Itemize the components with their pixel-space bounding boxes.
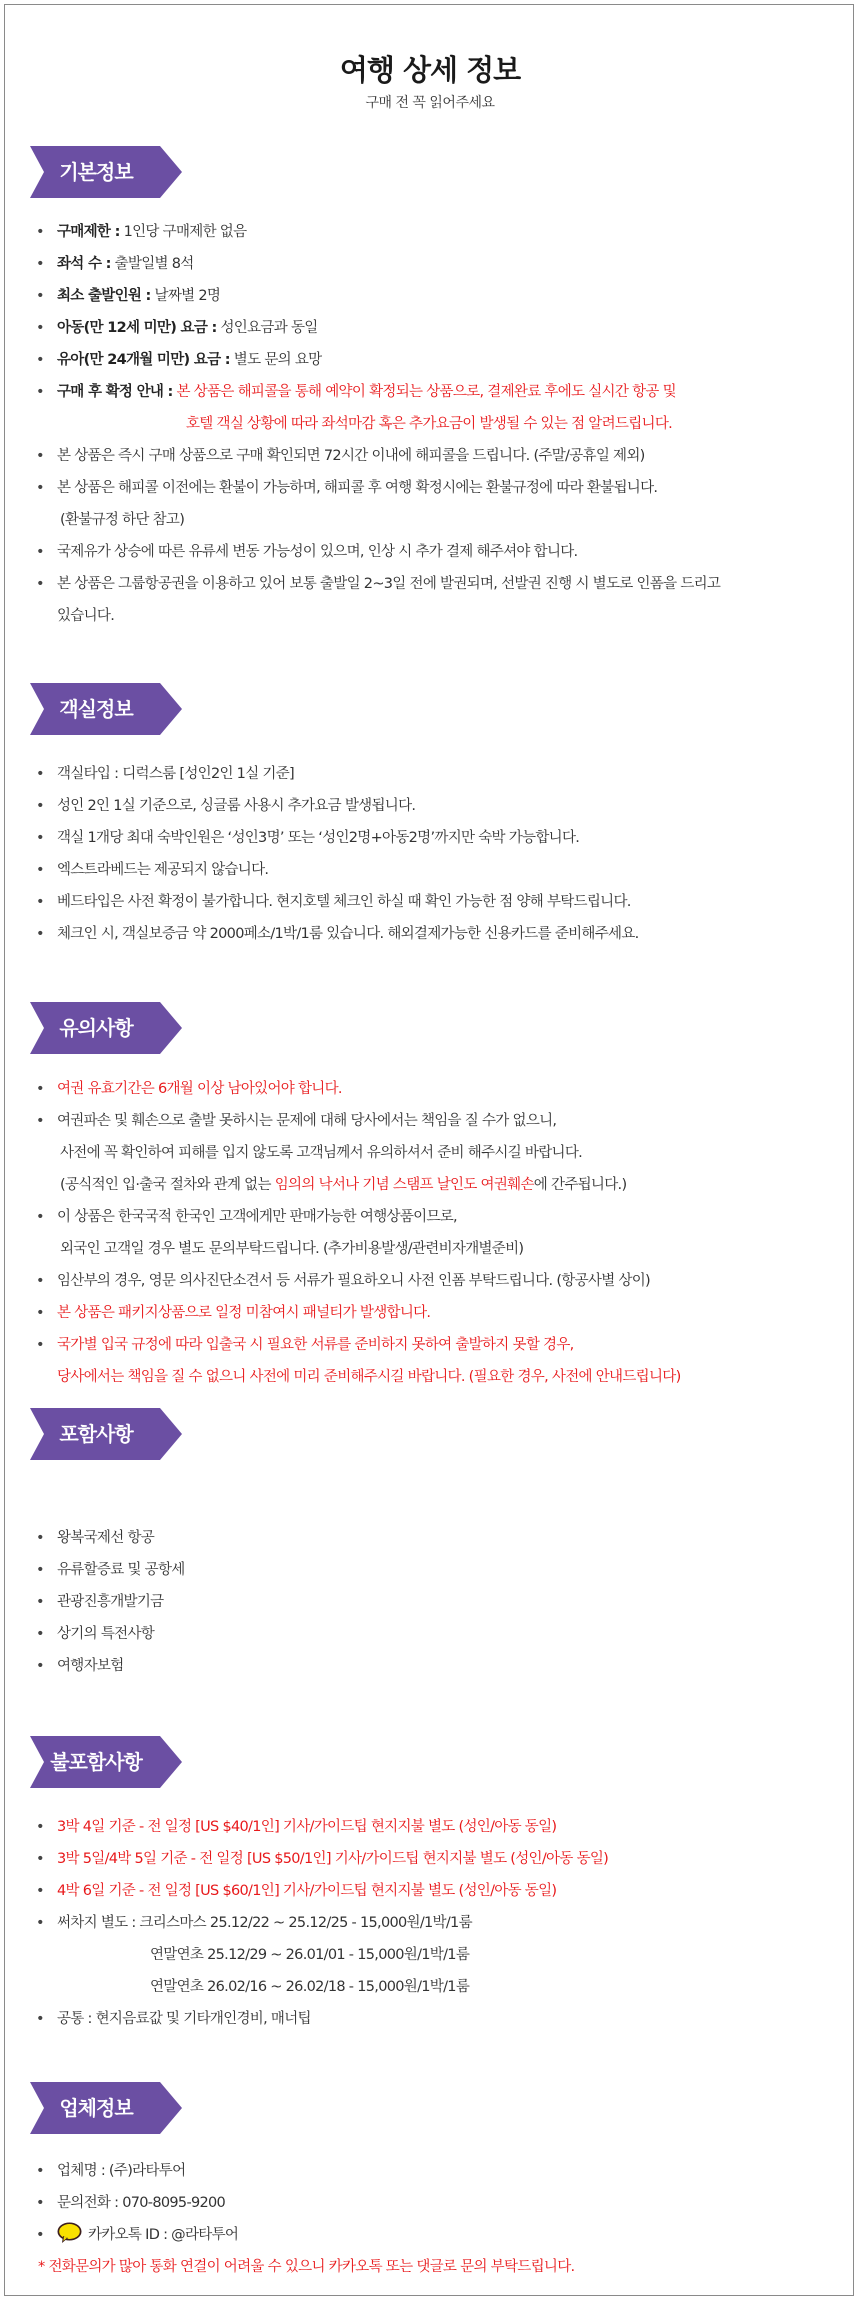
- item-text: (환불규정 하단 참고): [60, 512, 185, 528]
- item-text: 국제유가 상승에 따른 유류세 변동 가능성이 있으며, 인상 시 추가 결제 해주셔야 합니다.: [57, 544, 578, 560]
- item-text: 객실 1개당 최대 숙박인원은 ‘성인3명’ 또는 ‘성인2명+아동2명’까지만 숙박 가능합니다.: [57, 830, 580, 846]
- list-item[interactable]: [0, 2219, 860, 2251]
- item-value: 본 상품은 해피콜을 통해 예약이 확정되는 상품으로, 결제완료 후에도 실시간 항공 및: [172, 384, 676, 400]
- bullet-icon: •: [36, 576, 44, 592]
- contact-note: [0, 2251, 860, 2283]
- list-item: [0, 216, 860, 248]
- bullet-icon: •: [36, 480, 44, 496]
- item-text: 체크인 시, 객실보증금 약 2000페소/1박/1룸 있습니다. 해외결제가능한 신용카드를 준비해주세요.: [57, 926, 639, 942]
- page-header: [0, 52, 860, 112]
- item-text: 연말연초 25.12/29 ~ 26.01/01 - 15,000원/1박/1룸: [150, 1947, 470, 1963]
- list-item-continued: [0, 1169, 860, 1201]
- item-text: 왕복국제선 항공: [57, 1530, 155, 1546]
- list-item: [0, 1554, 860, 1586]
- item-value: 출발일별 8석: [110, 256, 194, 272]
- page-subtitle: 구매 전 꼭 읽어주세요: [365, 95, 495, 111]
- bullet-icon: •: [36, 1883, 44, 1899]
- item-text: 베드타입은 사전 확정이 불가합니다. 현지호텔 체크인 하실 때 확인 가능한 점 양해 부탁드립니다.: [57, 894, 631, 910]
- item-text: 관광진흥개발기금: [57, 1594, 164, 1610]
- bullet-icon: •: [36, 1209, 44, 1225]
- item-text: 있습니다.: [57, 608, 115, 624]
- bullet-icon: •: [36, 1594, 44, 1610]
- bullet-icon: •: [36, 1819, 44, 1835]
- item-text: 4박 6일 기준 - 전 일정 [US $60/1인] 기사/가이드팁 현지지불 별도 (성인/아동 동일): [57, 1883, 557, 1899]
- list-item: [0, 1650, 860, 1682]
- kakao-id[interactable]: 카카오톡 ID : @라타투어: [88, 2227, 239, 2243]
- list-item: [0, 1618, 860, 1650]
- bullet-icon: •: [36, 2195, 44, 2211]
- list-item: [0, 822, 860, 854]
- item-text: 당사에서는 책임을 질 수 없으니 사전에 미리 준비해주시길 바랍니다. (필요한 경우, 사전에 안내드립니다): [57, 1369, 681, 1385]
- list-item: [0, 472, 860, 504]
- item-text: 본 상품은 패키지상품으로 일정 미참여시 패널티가 발생합니다.: [57, 1305, 431, 1321]
- section-title: 객실정보: [59, 697, 133, 721]
- section-title: 기본정보: [59, 160, 133, 184]
- section-tab-excluded: [30, 1736, 183, 1788]
- list-item-continued: [0, 1361, 860, 1393]
- item-text: 성인 2인 1실 기준으로, 싱글룸 사용시 추가요금 발생됩니다.: [57, 798, 416, 814]
- list-item: [0, 1201, 860, 1233]
- item-value: 날짜별 2명: [150, 288, 221, 304]
- item-text: 사전에 꼭 확인하여 피해를 입지 않도록 고객님께서 유의하셔서 준비 해주시길 바랍니다.: [60, 1145, 583, 1161]
- bullet-icon: •: [36, 1273, 44, 1289]
- item-label: 최소 출발인원 :: [57, 288, 151, 304]
- list-item: [0, 1265, 860, 1297]
- bullet-icon: •: [36, 2011, 44, 2027]
- list-item-continued: [0, 1971, 860, 2003]
- bullet-icon: •: [36, 1915, 44, 1931]
- bullet-icon: •: [36, 894, 44, 910]
- list-item: [0, 2003, 860, 2035]
- item-text: (공식적인 입·출국 절차와 관계 없는: [60, 1177, 275, 1193]
- item-text: 상기의 특전사항: [57, 1626, 155, 1642]
- bullet-icon: •: [36, 384, 44, 400]
- item-label: 구매 후 확정 안내 :: [57, 384, 173, 400]
- company-name: 업체명 : (주)라타투어: [57, 2163, 186, 2179]
- list-item: [0, 1586, 860, 1618]
- bullet-icon: •: [36, 1305, 44, 1321]
- list-item: [0, 568, 860, 600]
- bullet-icon: •: [36, 1337, 44, 1353]
- list-item-continued: [0, 1137, 860, 1169]
- bullet-icon: •: [36, 2227, 44, 2243]
- list-item-continued: [0, 504, 860, 536]
- list-item: [0, 1907, 860, 1939]
- item-value: 호텔 객실 상황에 따라 좌석마감 혹은 추가요금이 발생될 수 있는 점 알려드립니다.: [186, 416, 673, 432]
- list-item: [0, 790, 860, 822]
- list-item[interactable]: [0, 2187, 860, 2219]
- item-text: 유류할증료 및 공항세: [57, 1562, 185, 1578]
- list-item-continued: [0, 600, 860, 632]
- bullet-icon: •: [36, 1658, 44, 1674]
- item-text: 외국인 고객일 경우 별도 문의부탁드립니다. (추가비용발생/관련비자개별준비): [60, 1241, 524, 1257]
- bullet-icon: •: [36, 448, 44, 464]
- bullet-icon: •: [36, 1081, 44, 1097]
- list-item: [0, 376, 860, 408]
- list-item-continued: [0, 1939, 860, 1971]
- list-item: [0, 2155, 860, 2187]
- item-text-highlight: 임의의 낙서나 기념 스탬프 날인도 여권훼손: [274, 1177, 534, 1193]
- item-text: 객실타입 : 디럭스룸 [성인2인 1실 기준]: [57, 766, 294, 782]
- bullet-icon: •: [36, 1530, 44, 1546]
- item-text: 써차지 별도 : 크리스마스 25.12/22 ~ 25.12/25 - 15,000원/1박/1룸: [57, 1915, 472, 1931]
- list-item: [0, 1522, 860, 1554]
- bullet-icon: •: [36, 766, 44, 782]
- section-tab-basic-info: [30, 146, 183, 198]
- item-text: 연말연초 26.02/16 ~ 26.02/18 - 15,000원/1박/1룸: [150, 1979, 470, 1995]
- section-title: 불포함사항: [50, 1750, 142, 1774]
- item-label: 유아(만 24개월 미만) 요금 :: [57, 352, 230, 368]
- list-item: [0, 1329, 860, 1361]
- section-tab-included: [30, 1408, 183, 1460]
- bullet-icon: •: [36, 320, 44, 336]
- item-text: 에 간주됩니다.): [533, 1177, 627, 1193]
- item-label: 아동(만 12세 미만) 요금 :: [57, 320, 217, 336]
- item-text: 엑스트라베드는 제공되지 않습니다.: [57, 862, 269, 878]
- bullet-icon: •: [36, 2163, 44, 2179]
- item-value: 별도 문의 요망: [229, 352, 322, 368]
- section-title: 유의사항: [59, 1016, 133, 1040]
- item-text: 이 상품은 한국국적 한국인 고객에게만 판매가능한 여행상품이므로,: [57, 1209, 457, 1225]
- page-title: 여행 상세 정보: [339, 53, 521, 87]
- item-text: 3박 4일 기준 - 전 일정 [US $40/1인] 기사/가이드팁 현지지불 별도 (성인/아동 동일): [57, 1819, 557, 1835]
- item-text: 본 상품은 즉시 구매 상품으로 구매 확인되면 72시간 이내에 해피콜을 드립니다. (주말/공휴일 제외): [57, 448, 645, 464]
- section-title: 업체정보: [59, 2096, 133, 2120]
- bullet-icon: •: [36, 256, 44, 272]
- item-text: 본 상품은 해피콜 이전에는 환불이 가능하며, 해피콜 후 여행 확정시에는 환불규정에 따라 환불됩니다.: [57, 480, 658, 496]
- contact-note-text: * 전화문의가 많아 통화 연결이 어려울 수 있으니 카카오톡 또는 댓글로 문의 부탁드립니다.: [38, 2259, 575, 2275]
- bullet-icon: •: [36, 544, 44, 560]
- item-value: 성인요금과 동일: [216, 320, 318, 336]
- item-text: 임산부의 경우, 영문 의사진단소견서 등 서류가 필요하오니 사전 인폼 부탁드립니다. (항공사별 상이): [57, 1273, 651, 1289]
- section-title: 포함사항: [59, 1422, 133, 1446]
- bullet-icon: •: [36, 352, 44, 368]
- list-item: [0, 312, 860, 344]
- item-text: 여권 유효기간은 6개월 이상 남아있어야 합니다.: [57, 1081, 342, 1097]
- list-item: [0, 1105, 860, 1137]
- list-item-continued: [0, 1233, 860, 1265]
- list-item: [0, 1073, 860, 1105]
- list-item: [0, 854, 860, 886]
- list-item: [0, 440, 860, 472]
- kakao-talk-icon: [57, 2222, 82, 2244]
- company-phone[interactable]: 문의전화 : 070-8095-9200: [57, 2195, 226, 2211]
- section-tab-company: [30, 2082, 183, 2134]
- list-item: [0, 536, 860, 568]
- item-text: 여권파손 및 훼손으로 출발 못하시는 문제에 대해 당사에서는 책임을 질 수가 없으니,: [57, 1113, 557, 1129]
- list-item: [0, 1875, 860, 1907]
- item-value: 1인당 구매제한 없음: [119, 224, 247, 240]
- list-item: [0, 886, 860, 918]
- bullet-icon: •: [36, 1562, 44, 1578]
- item-text: 여행자보험: [57, 1658, 124, 1674]
- list-item: [0, 248, 860, 280]
- bullet-icon: •: [36, 1113, 44, 1129]
- bullet-icon: •: [36, 798, 44, 814]
- list-item: [0, 1843, 860, 1875]
- list-item: [0, 344, 860, 376]
- bullet-icon: •: [36, 1626, 44, 1642]
- item-label: 구매제한 :: [57, 224, 120, 240]
- item-label: 좌석 수 :: [57, 256, 111, 272]
- bullet-icon: •: [36, 926, 44, 942]
- bullet-icon: •: [36, 862, 44, 878]
- section-tab-notice: [30, 1002, 183, 1054]
- list-item: [0, 758, 860, 790]
- bullet-icon: •: [36, 224, 44, 240]
- list-item: [0, 280, 860, 312]
- list-item: [0, 1297, 860, 1329]
- list-item: [0, 918, 860, 950]
- item-text: 3박 5일/4박 5일 기준 - 전 일정 [US $50/1인] 기사/가이드팁 현지지불 별도 (성인/아동 동일): [57, 1851, 609, 1867]
- bullet-icon: •: [36, 288, 44, 304]
- list-item-continued: [0, 408, 860, 440]
- bullet-icon: •: [36, 830, 44, 846]
- bullet-icon: •: [36, 1851, 44, 1867]
- section-tab-room-info: [30, 683, 183, 735]
- item-text: 국가별 입국 규정에 따라 입출국 시 필요한 서류를 준비하지 못하여 출발하지 못할 경우,: [57, 1337, 574, 1353]
- item-text: 본 상품은 그룹항공권을 이용하고 있어 보통 출발일 2~3일 전에 발권되며, 선발권 진행 시 별도로 인폼을 드리고: [57, 576, 721, 592]
- list-item: [0, 1811, 860, 1843]
- item-text: 공통 : 현지음료값 및 기타개인경비, 매너팁: [57, 2011, 311, 2027]
